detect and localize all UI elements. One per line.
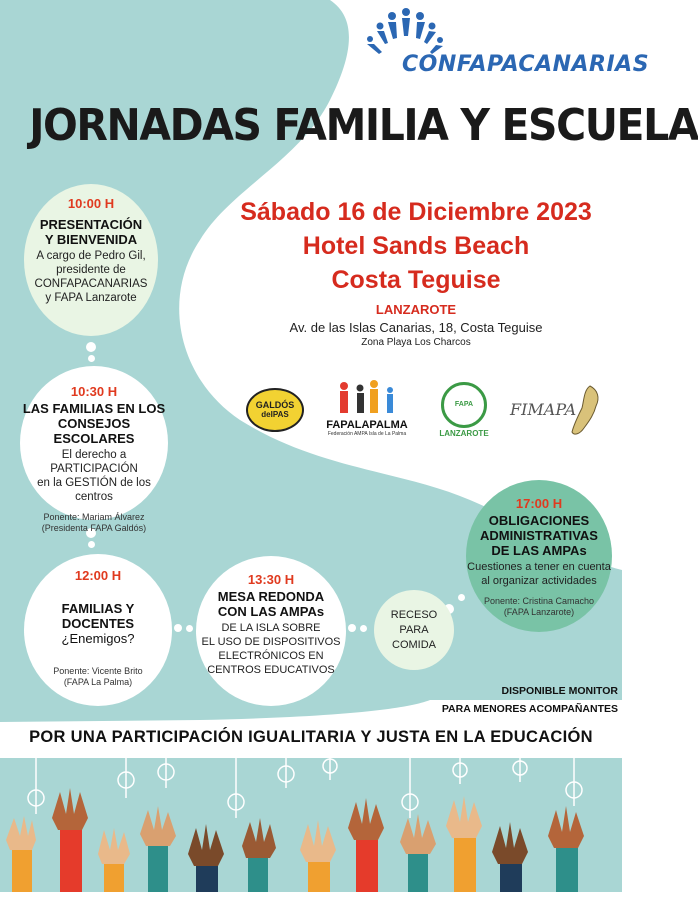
session-speaker: (FAPA La Palma) <box>63 677 133 687</box>
session-title: PRESENTACIÓN <box>39 217 143 232</box>
fapa-lanzarote-ring <box>441 382 487 428</box>
event-island: LANZAROTE <box>375 302 457 317</box>
break-text: RECESO <box>390 609 438 621</box>
galdos-sub: deIPAS <box>261 410 289 419</box>
session-desc: DE LA ISLA SOBRE <box>221 622 321 634</box>
fapalapalma-logo <box>318 378 416 442</box>
session-time: 13:30 H <box>247 572 295 587</box>
connector-dot <box>186 625 193 632</box>
session-desc: A cargo de Pedro Gil, <box>36 250 146 262</box>
brand-name: CONFAPACANARIAS <box>402 52 650 77</box>
session-title: CON LAS AMPAs <box>217 604 325 619</box>
session-desc: y FAPA Lanzarote <box>45 292 137 304</box>
raised-hands-icon <box>0 758 622 892</box>
family-icon <box>332 378 402 414</box>
connector-dot <box>458 594 465 601</box>
connector-dot <box>86 342 96 352</box>
childcare-note <box>420 682 618 718</box>
session-speaker: (Presidenta FAPA Galdós) <box>41 523 147 533</box>
session-desc: ELECTRÓNICOS EN <box>218 650 324 662</box>
session-title: MESA REDONDA <box>217 589 325 604</box>
fapa-lanzarote-sub: LANZAROTE <box>439 429 489 438</box>
event-town: Costa Teguise <box>331 266 501 294</box>
confapacanarias-logo <box>362 6 650 92</box>
fapalapalma-name: FAPALAPALMA <box>326 419 408 431</box>
session-time: 10:30 H <box>70 384 118 399</box>
session-speaker: Ponente: Vicente Brito <box>53 666 143 676</box>
session-speaker: Ponente: Mariam Álvarez <box>43 512 145 522</box>
connector-dot <box>360 625 367 632</box>
session-lunch-break <box>374 590 454 670</box>
raised-hands-illustration <box>0 758 622 892</box>
session-title: FAMILIAS Y DOCENTES <box>61 601 135 631</box>
session-desc: CENTROS EDUCATIVOS <box>207 664 335 676</box>
session-title: ¿Enemigos? <box>61 631 135 646</box>
session-desc: EL USO DE DISPOSITIVOS <box>201 636 341 648</box>
sponsor-logos <box>246 374 606 444</box>
connector-dot <box>88 541 95 548</box>
event-venue: Hotel Sands Beach <box>302 232 530 260</box>
childcare-note-line: PARA MENORES ACOMPAÑANTES <box>441 703 618 715</box>
session-desc: presidente de <box>56 264 126 276</box>
session-desc: CONFAPACANARIAS <box>34 278 148 290</box>
fimapa-logo <box>508 384 604 440</box>
galdos-logo <box>246 388 304 432</box>
session-time: 12:00 H <box>74 568 122 583</box>
island-map-icon <box>570 384 602 438</box>
session-school-councils <box>20 366 168 533</box>
event-address: Av. de las Islas Canarias, 18, Costa Teguise <box>289 320 543 335</box>
event-date: Sábado 16 de Diciembre 2023 <box>240 198 592 226</box>
connector-dot <box>174 624 182 632</box>
galdos-name: GALDÓS <box>255 400 295 410</box>
session-title: CONSEJOS ESCOLARES <box>53 416 135 446</box>
fapa-lanzarote-logo <box>436 382 492 444</box>
session-title: OBLIGACIONES <box>488 513 590 528</box>
event-zone: Zona Playa Los Charcos <box>361 337 471 348</box>
session-title: DE LAS AMPAs <box>491 543 587 558</box>
session-round-table <box>196 556 346 706</box>
childcare-note-line: DISPONIBLE MONITOR <box>501 685 618 697</box>
connector-dot <box>88 355 95 362</box>
session-title: LAS FAMILIAS EN LOS <box>22 401 166 416</box>
session-desc: al organizar actividades <box>481 575 597 587</box>
fapalapalma-sub: Federación AMPA Isla de La Palma <box>327 431 407 437</box>
break-text: COMIDA <box>392 639 436 651</box>
session-title: ADMINISTRATIVAS <box>480 528 598 543</box>
session-admin-obligations <box>466 480 612 632</box>
session-speaker: (FAPA Lanzarote) <box>503 607 575 617</box>
fapa-lanzarote-name: FAPA <box>454 401 474 408</box>
session-desc: en la GESTIÓN de los centros <box>37 477 151 503</box>
session-speaker: Ponente: Cristina Camacho <box>483 596 595 606</box>
connector-dot <box>348 624 356 632</box>
break-text: PARA <box>399 624 429 636</box>
session-families-teachers <box>24 554 172 706</box>
fimapa-name: FIMAPA <box>510 400 577 419</box>
page-title: JORNADAS FAMILIA Y ESCUELA <box>29 100 698 151</box>
footer-slogan: POR UNA PARTICIPACIÓN IGUALITARIA Y JUSTA EN LA EDUCACIÓN <box>29 728 593 746</box>
session-welcome <box>24 184 158 336</box>
session-time: 17:00 H <box>515 496 563 511</box>
session-desc: El derecho a PARTICIPACIÓN <box>50 449 138 475</box>
session-time: 10:00 H <box>67 196 115 211</box>
session-desc: Cuestiones a tener en cuenta <box>467 561 611 573</box>
session-title: Y BIENVENIDA <box>44 232 138 247</box>
